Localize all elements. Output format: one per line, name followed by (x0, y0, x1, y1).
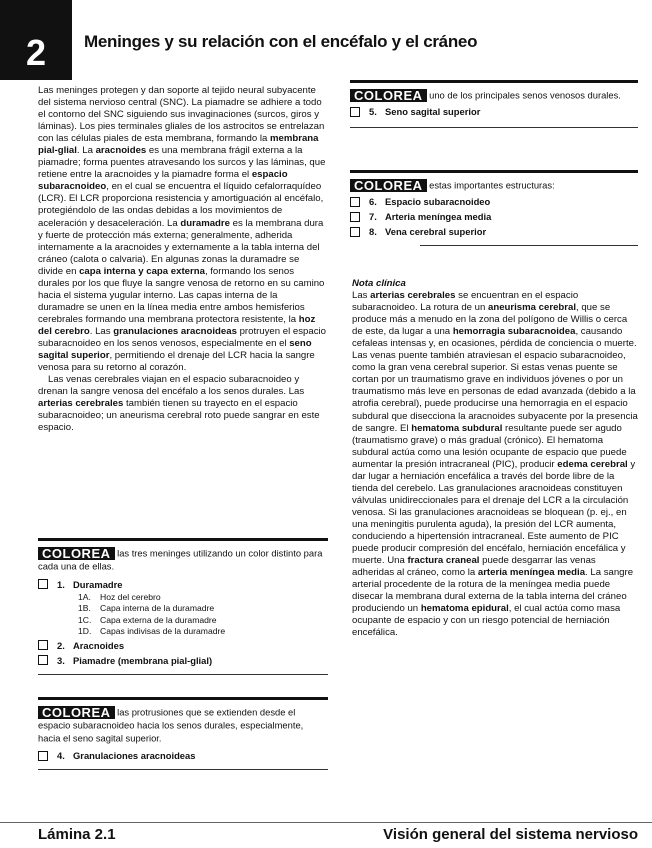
colorea-box-meninges (38, 538, 328, 675)
box-rule-bottom (420, 245, 638, 246)
legend-subitem-1b: 1B. Capa interna de la duramadre (78, 603, 215, 614)
color-checkbox[interactable] (350, 107, 360, 117)
intro-paragraph-2: Las venas cerebrales viajan en el espacio subaracnoideo y drenan la sangre venosa del encéfalo a los senos durales. Las arterias cerebrales también tienen su trayecto en el espacio subaracnoideo; un aneurisma cerebral roto puede sangrar en este espacio. (38, 374, 320, 434)
clinical-note (352, 278, 638, 639)
box-rule-bottom (38, 674, 328, 675)
chapter-number-badge (0, 0, 72, 80)
legend-subitem-1d: 1D. Capas indivisas de la duramadre (78, 626, 226, 637)
legend-item-4[interactable]: 4. Granulaciones aracnoideas (38, 748, 328, 763)
legend-item-2[interactable]: 2. Aracnoides (38, 638, 328, 653)
plate-number: Lámina 2.1 (38, 826, 116, 843)
colorea-label: COLOREA (350, 179, 427, 192)
box-lead: COLOREA las protrusiones que se extienden desde el espacio subaracnoideo hacia los senos durales, especialmente, hacia el seno sagital superior. (38, 705, 304, 744)
footer-rule (0, 822, 652, 823)
legend-item-3[interactable]: 3. Piamadre (membrana pial-glial) (38, 653, 328, 668)
color-checkbox[interactable] (350, 227, 360, 237)
chapter-number: 2 (25, 32, 47, 73)
legend-item-5[interactable]: 5. Seno sagital superior (350, 104, 638, 119)
box-rule (350, 170, 638, 173)
box-lead: COLOREA uno de los principales senos venosos durales. (350, 89, 638, 102)
intro-paragraph-1: Las meninges protegen y dan soporte al tejido neural subyacente del sistema nervioso central (SNC). La piamadre se adhiere a todo el contorno del SNC siguiendo sus invaginaciones (surcos, giros y láminas). Los pies terminales gliales de los astrocitos se entrelazan con las células piales de esta membrana, formando la membrana pial-glial. La aracnoides es una membrana frágil externa a la piamadre; forma puentes atravesando los surcos y las láminas, que retiene entre la aracnoides y la piamadre forma el espacio subaracnoideo, en el cual se encuentra el líquido cefalorraquídeo (LCR). El LCR proporciona resistencia y amortiguación al encéfalo, protegiéndolo de las ondas debidas a los movimientos de aceleración y desaceleración. La duramadre es la membrana dura y fuerte de protección más externa; generalmente, adherida internamente a la aracnoides y externamente a la tabla interna del cráneo (calota o calvaria). En algunas zonas la duramadre se divide en capa interna y capa externa, formando los senos durales por los que fluye la sangre venosa de retorno en su camino hacia el sistema yugular interno. Las capas interna de la duramadre se unen en la línea media entre ambos hemisferios cerebrales formando una membrana protectora resistente, la hoz del cerebro. Las granulaciones aracnoideas protruyen el espacio subaracnoideo en los senos venosos, especialmente en el seno sagital superior, permitiendo el drenaje del LCR hacia la sangre venosa para su retorno al corazón. (38, 85, 326, 374)
colorea-label: COLOREA (350, 89, 427, 102)
legend-item-1[interactable]: 1. Duramadre (38, 577, 328, 592)
colorea-box-seno (350, 80, 638, 128)
color-checkbox[interactable] (350, 212, 360, 222)
box-lead: COLOREA las tres meninges utilizando un color distinto para cada una de ellas. (38, 546, 323, 572)
colorea-label: COLOREA (38, 706, 115, 719)
color-checkbox[interactable] (38, 751, 48, 761)
color-checkbox[interactable] (38, 579, 48, 589)
color-checkbox[interactable] (38, 655, 48, 665)
legend-subitem-1c: 1C. Capa externa de la duramadre (78, 614, 217, 625)
box-rule-bottom (38, 769, 328, 770)
color-checkbox[interactable] (38, 640, 48, 650)
legend-subitem-1a: 1A. Hoz del cerebro (78, 591, 161, 602)
box-lead: COLOREA estas importantes estructuras: (350, 179, 638, 192)
color-checkbox[interactable] (350, 197, 360, 207)
intro-text (38, 85, 326, 434)
clinical-note-title: Nota clínica (352, 278, 406, 289)
colorea-box-estructuras (350, 170, 638, 246)
box-rule-bottom (350, 127, 638, 128)
legend-item-8[interactable]: 8. Vena cerebral superior (350, 224, 638, 239)
box-rule (38, 697, 328, 700)
box-rule (350, 80, 638, 83)
colorea-box-granulaciones (38, 697, 328, 770)
legend-item-6[interactable]: 6. Espacio subaracnoideo (350, 194, 638, 209)
section-title: Visión general del sistema nervioso (383, 826, 638, 843)
colorea-label: COLOREA (38, 547, 115, 560)
page-title: Meninges y su relación con el encéfalo y el cráneo (84, 32, 478, 51)
legend-item-7[interactable]: 7. Arteria meníngea media (350, 209, 638, 224)
box-rule (38, 538, 328, 541)
clinical-note-text: Las arterias cerebrales se encuentran en el espacio subaracnoideo. La rotura de un aneurisma cerebral, que se produce más a menudo en la zona del polígono de Willis o cerca de este, da lugar a una hemorragia subaracnoidea, causando cefaleas intensas y, en ocasiones, pérdida de conciencia o muerte. Las venas puente también atraviesan el espacio subaracnoideo, como la gran vena cerebral superior. Si estas venas puente se cortan por un traumatismo grave en individuos jóvenes o por un traumatismo más leve en personas de edad avanzada (debido a la atrofia cerebral), puede producirse una hemorragia en el espacio subdural que disecciona la aracnoides subyacente por la presencia de sangre. El hematoma subdural resultante puede ser agudo (traumatismo grave) o más gradual (crónico). El hematoma subdural actúa como una lesión ocupante de espacio que puede aumentar la presión intracraneal (PIC), producir edema cerebral y dar lugar a herniación encefálica a través del borde libre de la tienda del cerebelo. Las granulaciones aracnoideas constituyen válvulas unidireccionales para el drenaje del LCR a la circulación venosa. Si las granulaciones aracnoideas se bloquean (p. ej., en una meningitis purulenta aguda), la presión del LCR aumenta, conduciendo a hipertensión intracraneal. Este aumento de PIC puede producir compresión del encéfalo, herniación encefálica y muerte. Una fractura craneal puede desgarrar las venas adheridas al cráneo, como la arteria meníngea media. La sangre arterial procedente de la rotura de la meníngea media puede disecar la membrana dural externa de la tabla interna del cráneo produciendo un hematoma epidural, el cual actúa como masa ocupante de espacio y con un riesgo potencial de herniación encefálica. (352, 290, 638, 639)
